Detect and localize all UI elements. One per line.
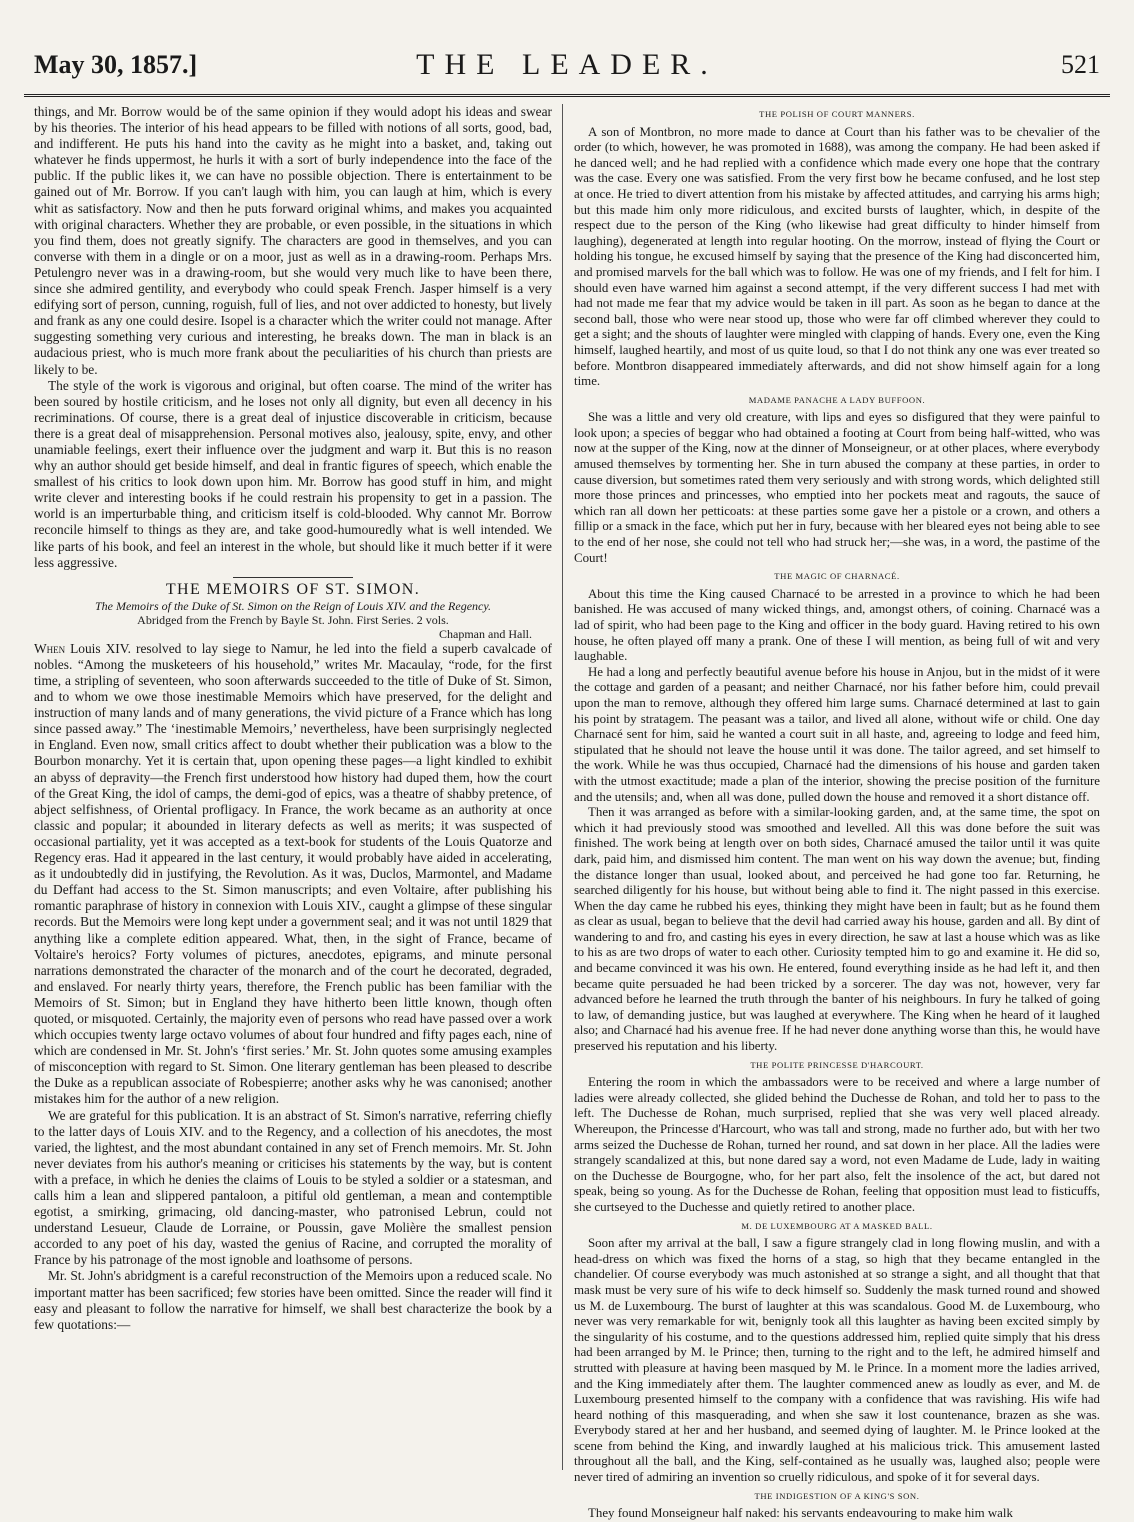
section-rule <box>233 577 353 578</box>
newspaper-title: THE LEADER. <box>416 48 718 81</box>
section-heading: M. DE LUXEMBOURG AT A MASKED BALL. <box>741 1220 933 1231</box>
section-heading: THE INDIGESTION OF A KING'S SON. <box>754 1490 920 1501</box>
section-body: Then it was arranged as before with a similar-looking garden, and, at the same time, the spot on which it had previously stood was smoothed and levelled. All this was done before the suit was finished. The work being at length over on both sides, Charnacé amused the tailor until it was quite dark, paid him, and dismissed him content. The man went on his way down the avenue; but, finding the distance longer than usual, looked about, and perceived he had gone too far. Returning, he searched diligently for his house, but without being able to find it. The night passed in this exercise. When the day came he rubbed his eyes, thinking they might have been in fault; but as he found them as clear as usual, began to believe that the devil had carried away his house, garden and all. By dint of wandering to and fro, and casting his eyes in every direction, he saw at last a house which was as like to his as are two drops of water to each other. Curiosity tempted him to go and examine it. He did so, and became convinced it was his own. He entered, found everything inside as he had left it, and then became quite persuaded he had been tricked by a sorcerer. The day was not, however, very far advanced before he learned the truth through the banter of his neighbours. In fury he talked of going to law, of demanding justice, but was laughed at everywhere. The King when he heard of it laughed also; and Charnacé had his avenue free. If he had never done anything worse than this, he would have preserved his reputation and his liberty. <box>574 805 1100 1054</box>
review-title: THE MEMOIRS OF ST. SIMON. <box>165 580 421 598</box>
review-lead-in: When <box>34 640 66 656</box>
section-body: She was a little and very old creature, with lips and eyes so disfigured that they were painful to look upon; a species of beggar who had obtained a footing at Court from being half-witted, who was now at the supper of the King, now at the dinner of Monseigneur, or at other places, where everybody amused themselves by tormenting her. She in turn abused the company at these parties, in order to cause diversion, but sometimes rated them very seriously and with strong words, which delighted still more those princes and princesses, who emptied into her pockets meat and ragouts, the sauce of which ran all down her petticoats: at these parties some gave her a pistole or a crown, and others a fillip or a smack in the face, which put her in fury, because with her bleared eyes not being able to see to the end of her nose, she could not tell who had struck her;—she was, in a word, the pastime of the Court! <box>574 410 1100 565</box>
section-body: A son of Montbron, no more made to dance at Court than his father was to be chevalier of the order (to which, however, he was promoted in 1688), was among the company. He had been asked if he danced well; and he had replied with a confidence which made every one hope that the contrary was the case. Every one was satisfied. From the very first bow he became confused, and he lost step at once. He tried to divert attention from his mistake by affected attitudes, and carrying his arms high; but this made him only more ridiculous, and excited bursts of laughter, which, in despite of the respect due to the person of the King (who likewise had great difficulty to hinder himself from laughing), degenerated at length into regular hooting. On the morrow, instead of flying the Court or holding his tongue, he excused himself by saying that the presence of the King had disconcerted him, and promised marvels for the ball which was to follow. He was one of my friends, and I felt for him. I should even have warned him against a second attempt, if the very different success I had met with had not made me fear that my advice would be taken in ill part. As soon as he began to dance at the second ball, those who were near stood up, those who were far off climbed wherever they could to get a sight; and the shouts of laughter were mingled with clapping of hands. Every one, even the King himself, laughed heartily, and most of us quite loud, so that I do not think any one was ever treated so before. Montbron disappeared immediately afterwards, and did not show himself again for a long time. <box>574 124 1100 389</box>
borrow-paragraph: things, and Mr. Borrow would be of the same opinion if they would adopt his ideas and swear by his theories. The interior of his head appears to be filled with notions of all sorts, good, bad, and indifferent. He puts his hand into the cavity as he might into a basket, and, taking out whatever he finds uppermost, he hurls it with a sort of burly independence into the face of the public. If the public likes it, we can have no possible objection. There is entertainment to be gained out of Mr. Borrow. If you can't laugh with him, you can laugh at him, which is every whit as satisfactory. Now and then he puts forward original whims, and makes you acquainted with original characters. Whether they are probable, or even possible, in the situations in which you find them, does not greatly signify. The characters are good in themselves, and you can converse with them in a dingle or on a moor, just as well as in a drawing-room. Perhaps Mrs. Petulengro never was in a drawing-room, but she would very much like to have been there, since she admired gentility, and everybody who could speak French. Jasper himself is a very edifying sort of person, cunning, roguish, full of lies, and not over addicted to honesty, but lively and frank as any one could desire. Isopel is a character which the writer could not manage. After suggesting something very curious and interesting, he breaks down. The man in black is an audacious priest, who is much more frank about the peculiarities of his church than priests are likely to be. <box>34 104 552 377</box>
column-divider <box>562 104 563 1470</box>
page-header <box>24 34 1110 98</box>
review-paragraph <box>34 641 552 1108</box>
issue-date: May 30, 1857.] <box>34 50 198 79</box>
section-body: They found Monseigneur half naked: his servants endeavouring to make him walk <box>588 1506 1013 1521</box>
section-body: Entering the room in which the ambassadors were to be received and where a large number of ladies were already collected, she glided behind the Duchesse de Rohan, and told her to pass to the left. The Duchesse de Rohan, much surprised, replied that she was very well placed already. Whereupon, the Princesse d'Harcourt, who was tall and strong, made no further ado, but with her two arms seized the Duchesse de Rohan, turned her round, and sat down in her place. All the ladies were strangely scandalized at this, but none dared say a word, not even Madame de Lude, lady in waiting on the Duchesse de Bourgogne, who, for her part also, felt the insolence of the act, but dared not speak, being so young. As for the Duchesse de Rohan, feeling that opposition must lead to fisticuffs, she curtseyed to the Duchesse and quietly retired to another place. <box>574 1075 1100 1214</box>
review-abridged-note: Abridged from the French by Bayle St. John. First Series. 2 vols. <box>137 612 449 627</box>
left-column <box>34 104 552 1474</box>
review-publisher: Chapman and Hall. <box>439 626 532 641</box>
review-subtitle: The Memoirs of the Duke of St. Simon on the Reign of Louis XIV. and the Regency. <box>94 598 492 613</box>
section-body: Soon after my arrival at the ball, I saw a figure strangely clad in long flowing muslin, and with a head-dress on which was fixed the horns of a stag, so high that they became entangled in the chandelier. Of course everybody was much astonished at so strange a sight, and all thought that that mask must be very sure of his wife to deck himself so. Suddenly the mask turned round and showed us M. de Luxembourg. The burst of laughter at this was scandalous. Good M. de Luxembourg, who never was very remarkable for wit, benignly took all this laughter as having been excited simply by the singularity of his costume, and to the questions addressed him, replied quite simply that his dress had been arranged by M. le Prince; then, turning to the right and to the left, he admired himself and strutted with pleasure at having been masqued by M. le Prince. In a moment more the ladies arrived, and the King immediately after them. The laughter commenced anew as loudly as ever, and M. de Luxembourg presented himself to the company with a confidence that was ravishing. His wife had heard nothing of this masquerading, and when she saw it lost countenance, brazen as she was. Everybody stared at her and her husband, and seemed dying of laughter. M. le Prince looked at the scene from behind the King, and inwardly laughed at his malicious trick. This amusement lasted throughout all the ball, and the King, self-contained as he usually was, laughed also; people were never tired of admiring an invention so cruelly ridiculous, and spoke of it for several days. <box>574 1236 1100 1485</box>
section-heading: THE POLITE PRINCESSE D'HARCOURT. <box>750 1059 924 1070</box>
review-paragraph: We are grateful for this publication. It is an abstract of St. Simon's narrative, referring chiefly to the latter days of Louis XIV. and to the Regency, and a collection of his anecdotes, the most varied, the lightest, and the most abundant contained in any set of French memoirs. Mr. St. John never deviates from his author's meaning or criticises his statements by the way, but is content with a preface, in which he denies the claims of Louis to be styled a soldier or a statesman, and calls him a lean and slippered pantaloon, a pitiful old gentleman, a mean and contemptible egotist, a smirking, grimacing, old dancing-master, who patronised Lebrun, could not understand Lesueur, Claude de Lorraine, or Poussin, gave Molière the smallest pension accorded to any poet of his day, wasted the genius of Racine, and corrupted the morality of France by his patronage of the most ignoble and loathsome of persons. <box>34 1107 552 1268</box>
borrow-paragraph: The style of the work is vigorous and original, but often coarse. The mind of the writer has been soured by hostile criticism, and he loses not only all dignity, but even all decency in his recriminations. Of course, there is a great deal of injustice discoverable in criticism, because there is a great deal of misapprehension. Personal motives also, jealousy, spite, envy, and other unamiable feelings, exert their influence over the judgment and warp it. But this is no reason why an author should get beside himself, and deal in frantic figures of speech, which enable the smallest of his critics to look down upon him. Mr. Borrow has good stuff in him, and might write clever and interesting books if he could restrain his propensity to get in a passion. The world is an imperturbable thing, and criticism itself is cold-blooded. Why cannot Mr. Borrow reconcile himself to things as they are, and take good-humouredly what is well intended. We like parts of his book, and feel an interest in the whole, but should like it much better if it were less aggressive. <box>34 377 552 570</box>
section-body: About this time the King caused Charnacé to be arrested in a province to which he had been banished. He was accused of many wicked things, and, amongst others, of coining. Charnacé was a lad of spirit, who had been page to the King and officer in the body guard. Having retired to his own house, he often played off many a prank. One of these I will mention, as being full of wit and very laughable. <box>574 586 1100 664</box>
page-number: 521 <box>1061 50 1100 79</box>
right-column <box>574 104 1100 1521</box>
section-body: He had a long and perfectly beautiful avenue before his house in Anjou, but in the midst of it were the cottage and garden of a peasant; and neither Charnacé, nor his father before him, could prevail upon the man to remove, although they offered him large sums. Charnacé determined at last to gain his point by stratagem. The peasant was a tailor, and lived all alone, without wife or child. One day Charnacé sent for him, said he wanted a court suit in all haste, and, agreeing to lodge and feed him, stipulated that he should not leave the house until it was done. The tailor agreed, and set himself to the work. While he was thus occupied, Charnacé had the dimensions of his house and garden taken with the utmost exactitude; made a plan of the interior, showing the precise position of the furniture and the utensils; and, when all was done, pulled down the house and removed it a short distance off. <box>574 664 1100 804</box>
header-rule <box>24 94 1110 97</box>
section-heading: MADAME PANACHE A LADY BUFFOON. <box>748 394 926 405</box>
section-heading: THE POLISH OF COURT MANNERS. <box>759 109 915 119</box>
review-paragraph: Mr. St. John's abridgment is a careful reconstruction of the Memoirs upon a reduced scale. No important matter has been sacrificed; few stories have been omitted. Since the reader will find it easy and pleasant to follow the narrative for himself, we shall best characterize the book by a few quotations:— <box>34 1268 552 1332</box>
section-heading: THE MAGIC OF CHARNACÉ. <box>774 571 900 582</box>
review-paragraph-text: Louis XIV. resolved to lay siege to Namur, he led into the field a superb cavalcade of nobles. “Among the musketeers of his household,” writes Mr. Macaulay, “rode, for the first time, a stripling of seventeen, who soon afterwards succeeded to the title of Duke of St. Simon, and to whom we owe those inestimable Memoirs which have preserved, for the delight and instruction of many lands and of many generations, the vivid picture of a France which has long since passed away.” The ‘inestimable Memoirs,’ nevertheless, have been surprisingly neglected in England. Even now, small critics affect to doubt whether their publication was a blow to the Bourbon monarchy. Yet it is certain that, upon opening these pages—a light kindled to exhibit an abyss of depravity—the French first understood how history had duped them, how the court of the Great King, the idol of camps, the demi-god of epics, was a theatre of shabby pretence, of abject selfishness, of Oriental profligacy. In France, the work became as an authority at once classic and popular; it abounded in literary defects as well as merits; it was suspected of occasional partiality, yet it was accepted as a text-book for students of the Louis Quatorze and Regency eras. Had it appeared in the last century, it would probably have aided in accelerating, as it undoubtedly did in justifying, the Revolution. As it was, Duclos, Marmontel, and Madame du Deffant had access to the St. Simon manuscripts; and even Voltaire, after publishing his romantic paraphrase of history in connexion with Louis XIV., caught a glimpse of these singular records. But the Memoirs were long kept under a government seal; and it was not until 1829 that anything like a complete edition appeared. What, then, in the sight of France, became of Voltaire's heroics? Forty volumes of pictures, anecdotes, epigrams, and minute personal narrations demonstrated the character of the monarch and of the court he decorated, degraded, and enslaved. For nearly thirty years, therefore, the French public has been familiar with the Memoirs of St. Simon; but in England they have hitherto been little known, though often quoted, or misquoted. Certainly, the majority even of persons who read have passed over a work which occupies twenty large octavo volumes of about four hundred and fifty pages each, nine of which are condensed in Mr. St. John's ‘first series.’ Mr. St. John quotes some amusing examples of misconception with regard to St. Simon. One literary gentleman has been pleased to describe the Duke as a republican associate of Robespierre; another asks why he was canonised; another mistakes him for the author of a new religion. <box>34 640 552 1107</box>
